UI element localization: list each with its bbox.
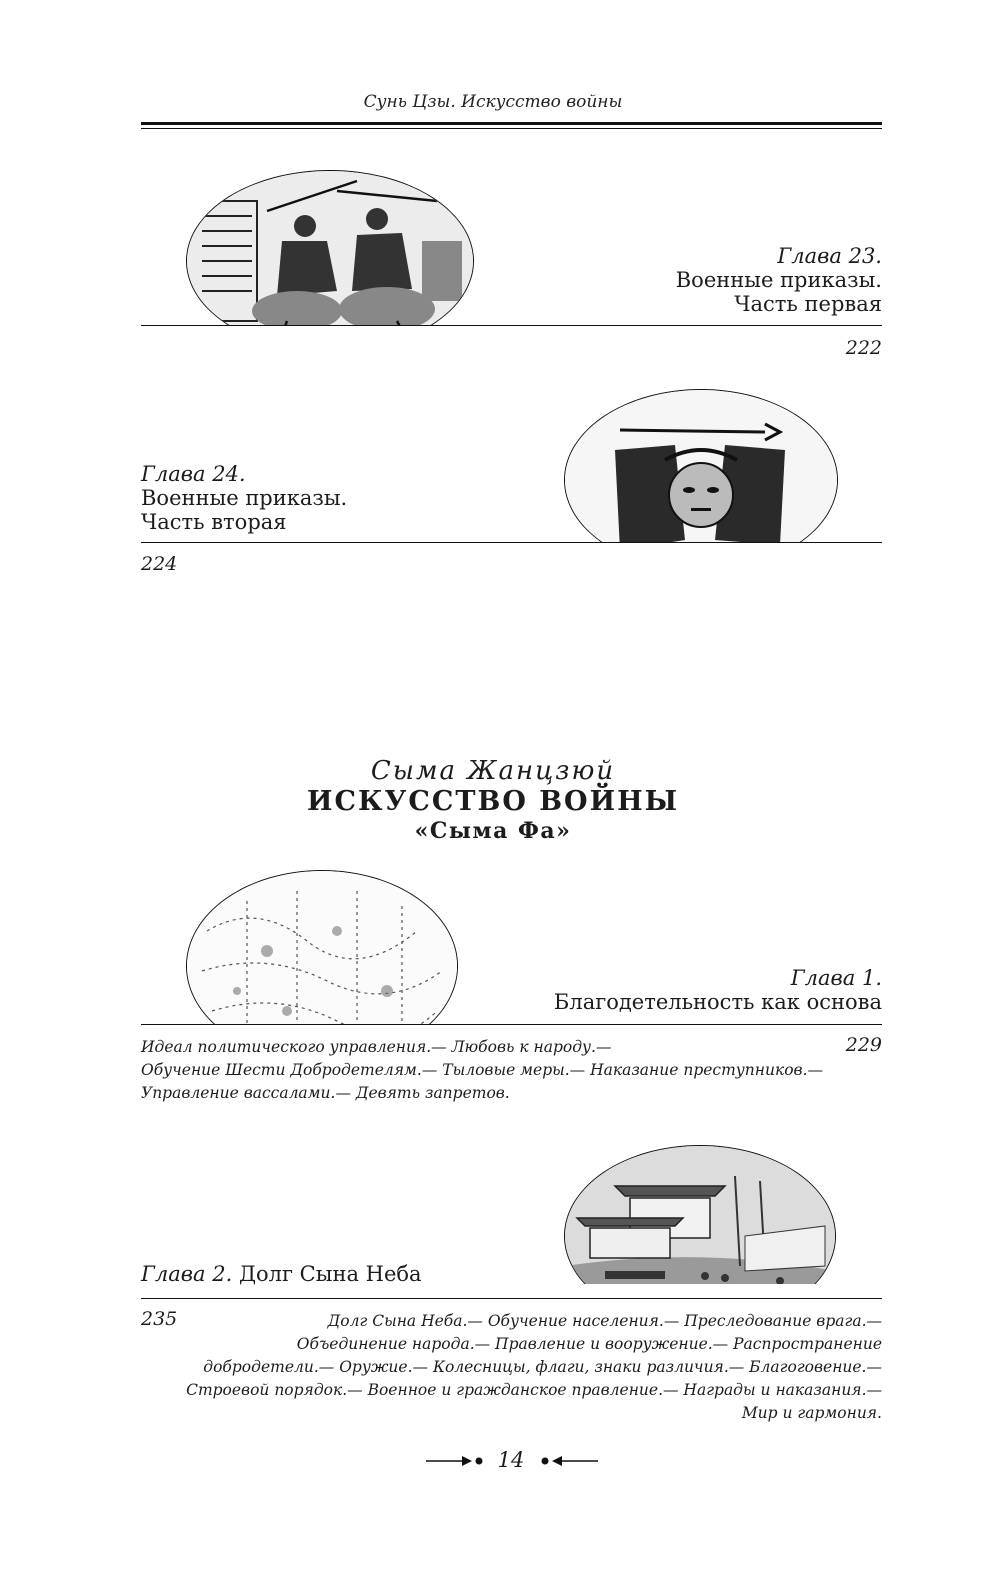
- section-author: Сыма Жанцзюй: [370, 756, 616, 786]
- chapter-2-desc-line: добродетели.— Оружие.— Колесницы, флаги, знаки различия.— Благоговение.—: [203, 1358, 882, 1376]
- section-subtitle: «Сыма Фа»: [414, 818, 572, 844]
- chapter-2-rule: [141, 1298, 882, 1299]
- chapter-1-rule: [141, 1024, 882, 1025]
- chapter-24-illustration-frame: [564, 389, 840, 542]
- section-title: ИСКУССТВО ВОЙНЫ: [306, 786, 680, 817]
- chapter-24-page: 224: [141, 553, 178, 575]
- chapter-23-rule: [141, 325, 882, 326]
- chapter-1-description: [141, 1036, 831, 1105]
- chapter-2-description: [182, 1310, 882, 1425]
- chapter-2-desc-line: Объединение народа.— Правление и вооружение.— Распространение: [296, 1335, 882, 1353]
- chapter-24-label: Глава 24.: [141, 462, 246, 486]
- chapter-2-page: 235: [141, 1308, 178, 1330]
- chapter-24-title-line-2: Часть вторая: [141, 510, 287, 534]
- folio-ornament-left: [426, 1452, 488, 1470]
- horsemen-battle-illustration: [186, 170, 474, 325]
- chapter-2-desc-line: Мир и гармония.: [741, 1404, 882, 1422]
- chapter-1-desc-line: Управление вассалами.— Девять запретов.: [141, 1084, 510, 1102]
- folio-ornament-right: [536, 1452, 598, 1470]
- chapter-24-title-line-1: Военные приказы.: [141, 486, 348, 510]
- running-head: Сунь Цзы. Искусство войны: [363, 92, 623, 112]
- chapter-1-label: Глава 1.: [790, 966, 882, 990]
- chapter-1-desc-line: Обучение Шести Добродетелям.— Тыловые меры.— Наказание преступников.—: [141, 1061, 823, 1079]
- faded-battle-illustration: [186, 870, 458, 1025]
- chapter-2-desc-line: Строевой порядок.— Военное и гражданское правление.— Награды и наказания.—: [186, 1381, 882, 1399]
- header-rule-thick: [141, 122, 882, 125]
- chapter-23-illustration-frame: [186, 170, 476, 325]
- chapter-1-illustration-frame: [186, 870, 460, 1025]
- chapter-2-heading: [141, 1262, 422, 1286]
- header-rule-thin: [141, 128, 882, 129]
- chapter-1-page: 229: [845, 1034, 882, 1056]
- chapter-2-title: Долг Сына Неба: [238, 1262, 422, 1286]
- chapter-2-illustration-frame: [564, 1145, 838, 1284]
- folio-page-number: 14: [497, 1448, 525, 1472]
- chapter-23-title-line-1: Военные приказы.: [675, 268, 882, 292]
- palace-riverside-illustration: [564, 1145, 836, 1284]
- chapter-23-page: 222: [845, 337, 882, 359]
- chapter-24-rule: [141, 542, 882, 543]
- chapter-23-title-line-2: Часть первая: [734, 292, 882, 316]
- chapter-2-desc-line: Долг Сына Неба.— Обучение населения.— Преследование врага.—: [327, 1312, 882, 1330]
- warrior-with-sword-illustration: [564, 389, 838, 542]
- chapter-23-label: Глава 23.: [777, 244, 882, 268]
- chapter-1-title: Благодетельность как основа: [553, 990, 882, 1014]
- chapter-1-desc-line: Идеал политического управления.— Любовь к народу.—: [141, 1038, 612, 1056]
- chapter-2-label: Глава 2.: [141, 1262, 233, 1286]
